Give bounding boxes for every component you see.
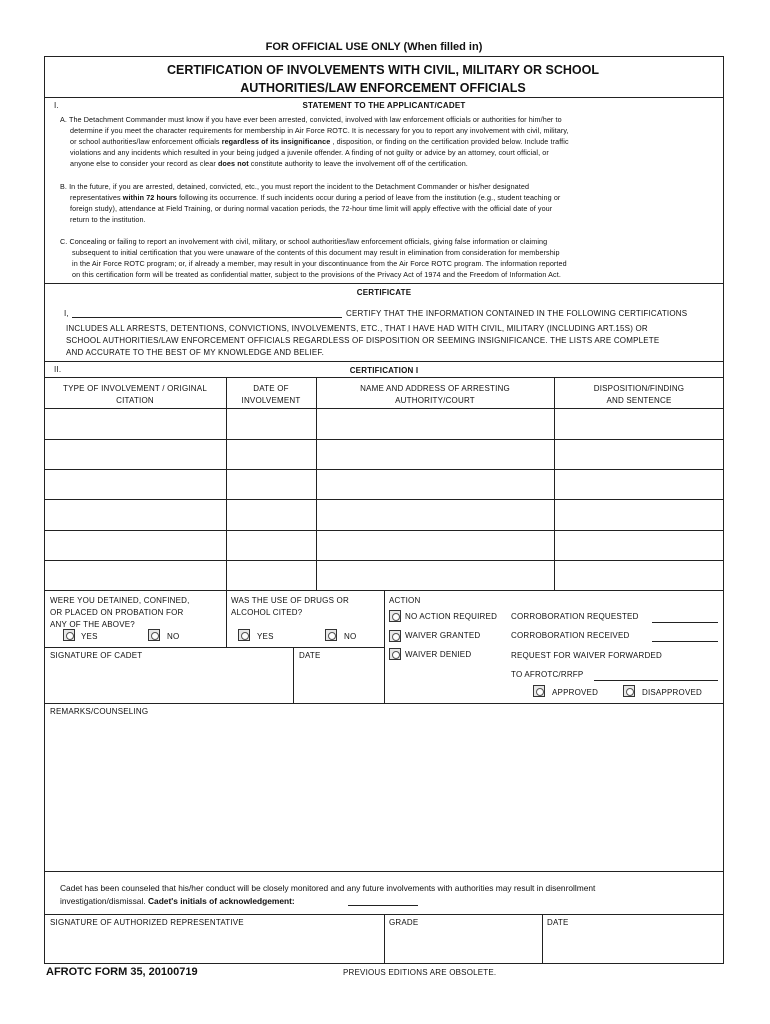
no-action-checkbox[interactable] <box>389 610 401 622</box>
certificate-line3: SCHOOL AUTHORITIES/LAW ENFORCEMENT OFFICIALS REGARDLESS OF DISPOSITION OR SEEMING INSIGNIFICANCE. THE LISTS ARE COMPLETE <box>66 336 660 345</box>
certificate-prefix: I, <box>64 309 69 318</box>
col-header-date: DATE OF INVOLVEMENT <box>241 384 301 405</box>
approved-checkbox[interactable] <box>533 685 545 697</box>
certificate-line4: AND ACCURATE TO THE BEST OF MY KNOWLEDGE AND BELIEF. <box>66 348 325 357</box>
detained-yes-label: YES <box>81 632 98 641</box>
detained-no-label: NO <box>167 632 180 641</box>
request-waiver-label: REQUEST FOR WAIVER FORWARDED <box>511 651 662 660</box>
signature-rep-label: SIGNATURE OF AUTHORIZED REPRESENTATIVE <box>50 918 244 927</box>
drugs-yes-label: YES <box>257 632 274 641</box>
statement-para-b: B. In the future, if you are arrested, detained, convicted, etc., you must report the incident to the Detachment Commander or his/her designated representatives within 72 hours following its occurrence. If such incidents occur during a period of leave from the institution (e.g., student teaching or foreign study), attendance at Field Training, or during normal vacation periods, the 72-hour time limit will apply effective with the official date of your return to the institution. <box>60 182 561 224</box>
disapproved-label: DISAPPROVED <box>642 688 702 697</box>
table-row[interactable] <box>45 470 723 498</box>
remarks-field[interactable] <box>45 718 723 870</box>
to-afrotc-label: TO AFROTC/RRFP <box>511 670 584 679</box>
cadet-date-label: DATE <box>299 651 321 660</box>
table-row[interactable] <box>45 440 723 468</box>
cadet-initials-field[interactable] <box>348 905 418 906</box>
waiver-denied-label: WAIVER DENIED <box>405 650 472 659</box>
detained-no-checkbox[interactable] <box>148 629 160 641</box>
table-row[interactable] <box>45 561 723 589</box>
table-row[interactable] <box>45 409 723 438</box>
waiver-granted-checkbox[interactable] <box>389 630 401 642</box>
grade-field[interactable] <box>385 928 541 962</box>
form-title-line1: CERTIFICATION OF INVOLVEMENTS WITH CIVIL, MILITARY OR SCHOOL <box>167 63 599 77</box>
to-afrotc-field[interactable] <box>594 680 718 681</box>
no-action-label: NO ACTION REQUIRED <box>405 612 498 621</box>
certificate-heading: CERTIFICATE <box>356 288 412 297</box>
col-header-authority: NAME AND ADDRESS OF ARRESTING AUTHORITY/COURT <box>360 384 510 405</box>
drugs-no-label: NO <box>344 632 357 641</box>
section-2-heading: CERTIFICATION I <box>349 366 419 375</box>
col-header-disposition: DISPOSITION/FINDING AND SENTENCE <box>593 384 685 405</box>
disapproved-checkbox[interactable] <box>623 685 635 697</box>
corroboration-requested-label: CORROBORATION REQUESTED <box>511 612 639 621</box>
corroboration-received-label: CORROBORATION RECEIVED <box>511 631 630 640</box>
rep-date-field[interactable] <box>543 928 723 962</box>
section-2-number: II. <box>54 365 62 374</box>
cadet-name-field[interactable] <box>72 317 342 318</box>
grade-label: GRADE <box>389 918 419 927</box>
drugs-yes-checkbox[interactable] <box>238 629 250 641</box>
cadet-date-field[interactable] <box>294 660 383 702</box>
waiver-denied-checkbox[interactable] <box>389 648 401 660</box>
detained-yes-checkbox[interactable] <box>63 629 75 641</box>
statement-para-c: C. Concealing or failing to report an involvement with civil, military, or school authorities/law enforcement officials, giving false information or claiming subsequent to initial certification that you were unaware of the contents of this document may result in elimination from consideration for membership in the Air Force ROTC program; or, if already a member, may result in your discontinuance from the Air Force ROTC program. The information reported on this certification form will be treated as confidential matter, subject to the provisions of the Privacy Act of 1974 and the Freedom of Information Act. <box>60 237 567 279</box>
corroboration-received-field[interactable] <box>652 641 718 642</box>
drugs-question: WAS THE USE OF DRUGS OR ALCOHOL CITED? <box>231 596 349 617</box>
signature-cadet-field[interactable] <box>45 660 292 702</box>
col-header-type: TYPE OF INVOLVEMENT / ORIGINAL CITATION <box>63 384 207 405</box>
approved-label: APPROVED <box>552 688 599 697</box>
rep-date-label: DATE <box>547 918 569 927</box>
statement-para-a: A. The Detachment Commander must know if you have ever been arrested, convicted, involved with law enforcement officials or authorities for him/her to determine if you meet the character requirements for membership in Air Force ROTC. It is necessary for you to report any involvement with civil, military, or school authorities/law enforcement officials regardless of its insignificance , disposition, or finding on the certification provided below. Include traffic violations and any incidents which resulted in your being judged a juvenile offender. A finding of not guilty or advice by an attorney, court official, or anyone else to consider your record as clear does not constitute authority to leave the involvement off of the certification. <box>60 115 569 168</box>
section-1-heading: STATEMENT TO THE APPLICANT/CADET <box>302 101 466 110</box>
form-id: AFROTC FORM 35, 20100719 <box>46 966 198 978</box>
signature-rep-field[interactable] <box>45 928 383 962</box>
counseling-note: Cadet has been counseled that his/her conduct will be closely monitored and any future involvements with authorities may result in disenrollment investigation/dismissal. Cadet's initials of acknowledgement: <box>60 883 596 906</box>
action-heading: ACTION <box>389 596 421 605</box>
obsolete-note: PREVIOUS EDITIONS ARE OBSOLETE. <box>343 968 497 977</box>
table-row[interactable] <box>45 500 723 529</box>
section-1-number: I. <box>54 101 59 110</box>
waiver-granted-label: WAIVER GRANTED <box>405 631 481 640</box>
signature-cadet-label: SIGNATURE OF CADET <box>50 651 143 660</box>
official-use-header: FOR OFFICIAL USE ONLY (When filled in) <box>265 41 483 53</box>
table-row[interactable] <box>45 531 723 559</box>
detained-question: WERE YOU DETAINED, CONFINED, OR PLACED ON PROBATION FOR ANY OF THE ABOVE? <box>50 596 190 629</box>
drugs-no-checkbox[interactable] <box>325 629 337 641</box>
form-title-line2: AUTHORITIES/LAW ENFORCEMENT OFFICIALS <box>240 81 526 95</box>
corroboration-requested-field[interactable] <box>652 622 718 623</box>
certificate-line1: CERTIFY THAT THE INFORMATION CONTAINED IN THE FOLLOWING CERTIFICATIONS <box>346 309 688 318</box>
remarks-label: REMARKS/COUNSELING <box>50 707 149 716</box>
certificate-line2: INCLUDES ALL ARRESTS, DETENTIONS, CONVICTIONS, INVOLVEMENTS, ETC., THAT I HAVE HAD WITH CIVIL, MILITARY (INCLUDING ART.15S) OR <box>66 324 648 333</box>
